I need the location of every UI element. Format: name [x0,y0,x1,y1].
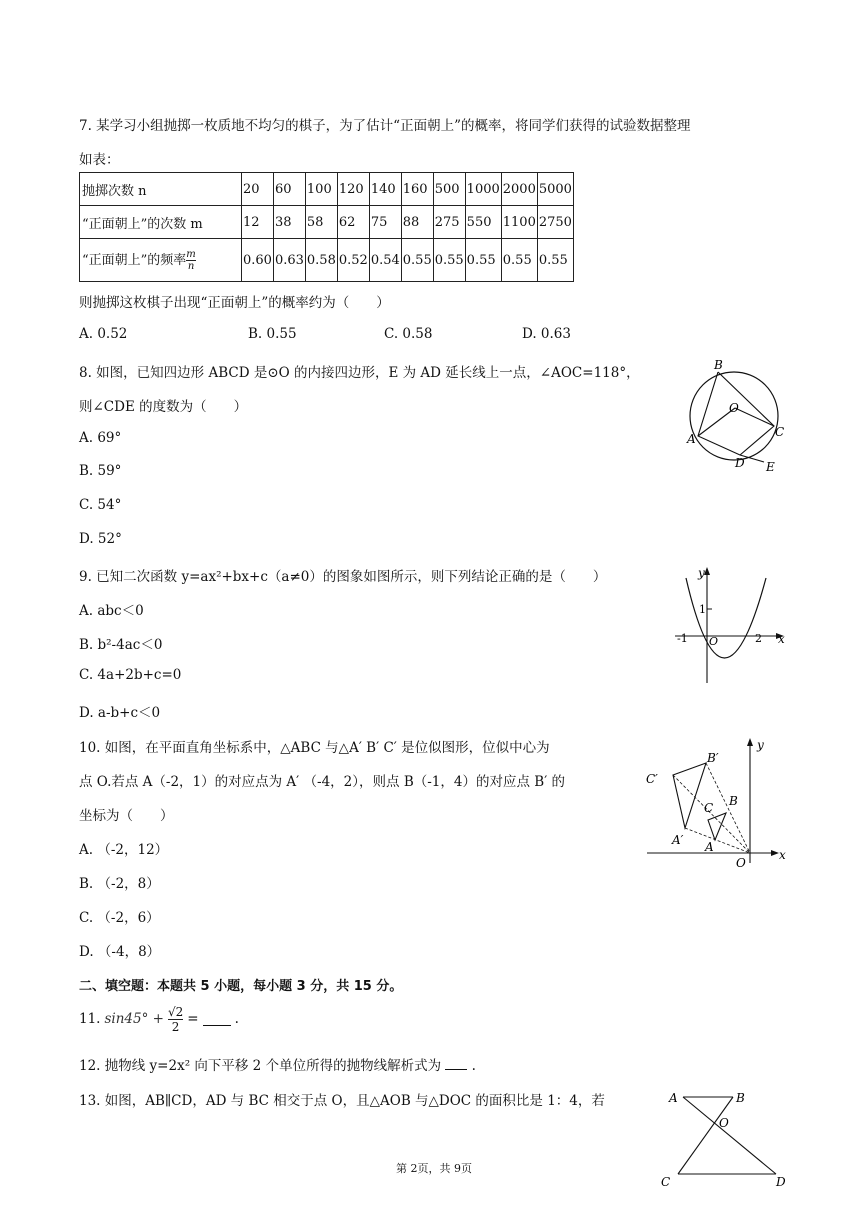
table-cell: 1100 [501,206,537,239]
q11-equals: = [187,1011,199,1027]
table-cell: 0.60 [242,239,274,282]
q10-option-b: B. （-2，8） [79,876,160,892]
q9-option-a: A. abc＜0 [79,603,144,619]
q7-stem: 7. 某学习小组抛掷一枚质地不均匀的棋子，为了估计“正面朝上”的概率，将同学们获得的试验数据整理 [79,118,691,134]
table-cell: 0.52 [337,239,369,282]
axis-label-x: x [779,848,786,862]
m-over-n-fraction [186,249,195,272]
q8-stem-cont: 则∠CDE 的度数为（ ） [79,399,248,415]
label-a: A [669,1091,678,1105]
q11-number: 11. [79,1011,101,1027]
table-cell: 20 [242,173,274,206]
origin-label: O [709,635,719,648]
q13-stem: 13. 如图，AB∥CD，AD 与 BC 相交于点 O，且△AOB 与△DOC 的面积比是 1：4，若 [79,1093,605,1109]
table-cell: 0.55 [537,239,573,282]
frequency-label-text: “正面朝上”的频率 [82,252,187,268]
q9-parabola-figure [670,563,795,688]
axis-label-x: x [778,632,785,646]
q7-option-b: B. 0.55 [248,326,297,342]
q9-stem: 9. 已知二次函数 y=ax²+bx+c（a≠0）的图象如图所示，则下列结论正确的是（ ） [79,569,607,585]
table-cell: 0.54 [369,239,401,282]
label-c: C [661,1175,671,1189]
label-c: C [775,425,785,439]
fraction-denominator: n [187,260,195,272]
label-b: B [736,1091,745,1105]
q7-option-d: D. 0.63 [522,326,571,342]
table-cell: 38 [273,206,305,239]
table-cell: 0.55 [401,239,433,282]
label-c-prime: C′ [646,772,658,786]
q8-option-b: B. 59° [79,463,122,479]
table-cell: 0.63 [273,239,305,282]
row-label-frequency [80,239,242,282]
table-cell: 0.55 [433,239,465,282]
table-cell: 2750 [537,206,573,239]
tick-label-2: 2 [755,632,762,645]
table-cell: 88 [401,206,433,239]
fraction-numerator: √2 [167,1004,184,1019]
table-cell: 58 [305,206,337,239]
q8-circle-figure [680,358,790,478]
table-cell: 0.58 [305,239,337,282]
tick-label-neg1: -1 [677,632,688,645]
q12-end: . [471,1058,476,1074]
table-cell: 1000 [465,173,501,206]
q11-answer-blank[interactable] [203,1013,231,1026]
table-cell: 140 [369,173,401,206]
q7-option-c: C. 0.58 [384,326,433,342]
label-d: D [776,1175,786,1189]
table-cell: 2000 [501,173,537,206]
table-cell: 100 [305,173,337,206]
q8-stem: 8. 如图，已知四边形 ABCD 是⊙O 的内接四边形，E 为 AD 延长线上一点，∠AOC=118°， [79,365,640,381]
q9-option-b: B. b²-4ac＜0 [79,637,163,653]
q9-option-d: D. a-b+c＜0 [79,705,161,721]
q10-similar-triangles-figure [643,735,793,870]
table-cell: 500 [433,173,465,206]
q11-end: . [234,1011,239,1027]
page-footer: 第 2页，共 9页 [396,1162,472,1175]
table-row [80,206,574,239]
table-cell: 5000 [537,173,573,206]
q8-option-a: A. 69° [79,430,122,446]
q7-stem-cont: 如表： [79,152,120,168]
label-o: O [729,401,739,415]
table-cell: 120 [337,173,369,206]
q7-option-a: A. 0.52 [79,326,128,342]
q10-stem-cont: 点 O.若点 A（-2，1）的对应点为 A′ （-4，2），则点 B（-1，4）的对应点 B′ 的 [79,774,566,790]
label-b-prime: B′ [707,751,719,765]
q11-fraction [168,1005,183,1034]
q10-option-d: D. （-4，8） [79,944,161,960]
q9-option-c: C. 4a+2b+c=0 [79,667,182,683]
fraction-denominator: 2 [171,1019,180,1034]
label-a: A [687,432,696,446]
q10-stem-cont2: 坐标为（ ） [79,808,174,824]
fraction-numerator: m [186,248,196,260]
q10-stem: 10. 如图，在平面直角坐标系中，△ABC 与△A′ B′ C′ 是位似图形，位似中心为 [79,740,550,756]
q12-answer-blank[interactable] [445,1057,467,1070]
table-cell: 60 [273,173,305,206]
tick-label-1: 1 [699,603,706,616]
label-b: B [714,358,723,372]
q7-question: 则抛掷这枚棋子出现“正面朝上”的概率约为（ ） [79,295,390,311]
table-row [80,173,574,206]
label-b: B [729,794,738,808]
row-label-throws: 抛掷次数 n [80,173,242,206]
q8-option-c: C. 54° [79,497,122,513]
q12-stem: 12. 抛物线 y=2x² 向下平移 2 个单位所得的抛物线解析式为 [79,1058,442,1074]
q7-data-table [79,172,574,282]
q8-option-d: D. 52° [79,531,122,547]
table-cell: 275 [433,206,465,239]
table-row [80,239,574,282]
label-c: C [704,801,714,815]
q10-option-c: C. （-2，6） [79,910,160,926]
table-cell: 0.55 [465,239,501,282]
axis-label-y: y [757,738,764,752]
label-e: E [766,460,775,474]
label-o: O [736,856,746,870]
table-cell: 550 [465,206,501,239]
label-a-prime: A′ [672,833,684,847]
table-cell: 62 [337,206,369,239]
row-label-heads-count: “正面朝上”的次数 m [80,206,242,239]
q10-option-a: A. （-2，12） [79,842,169,858]
label-o: O [719,1116,729,1130]
section-heading: 二、填空题：本题共 5 小题，每小题 3 分，共 15 分。 [79,979,403,994]
label-a: A [705,840,714,854]
q12 [79,1054,476,1074]
axis-label-y: y [698,566,705,580]
table-cell: 75 [369,206,401,239]
table-cell: 12 [242,206,274,239]
table-cell: 0.55 [501,239,537,282]
table-cell: 160 [401,173,433,206]
q11-expression: sin45° + [104,1011,164,1027]
label-d: D [735,456,745,470]
q11 [79,1002,239,1036]
